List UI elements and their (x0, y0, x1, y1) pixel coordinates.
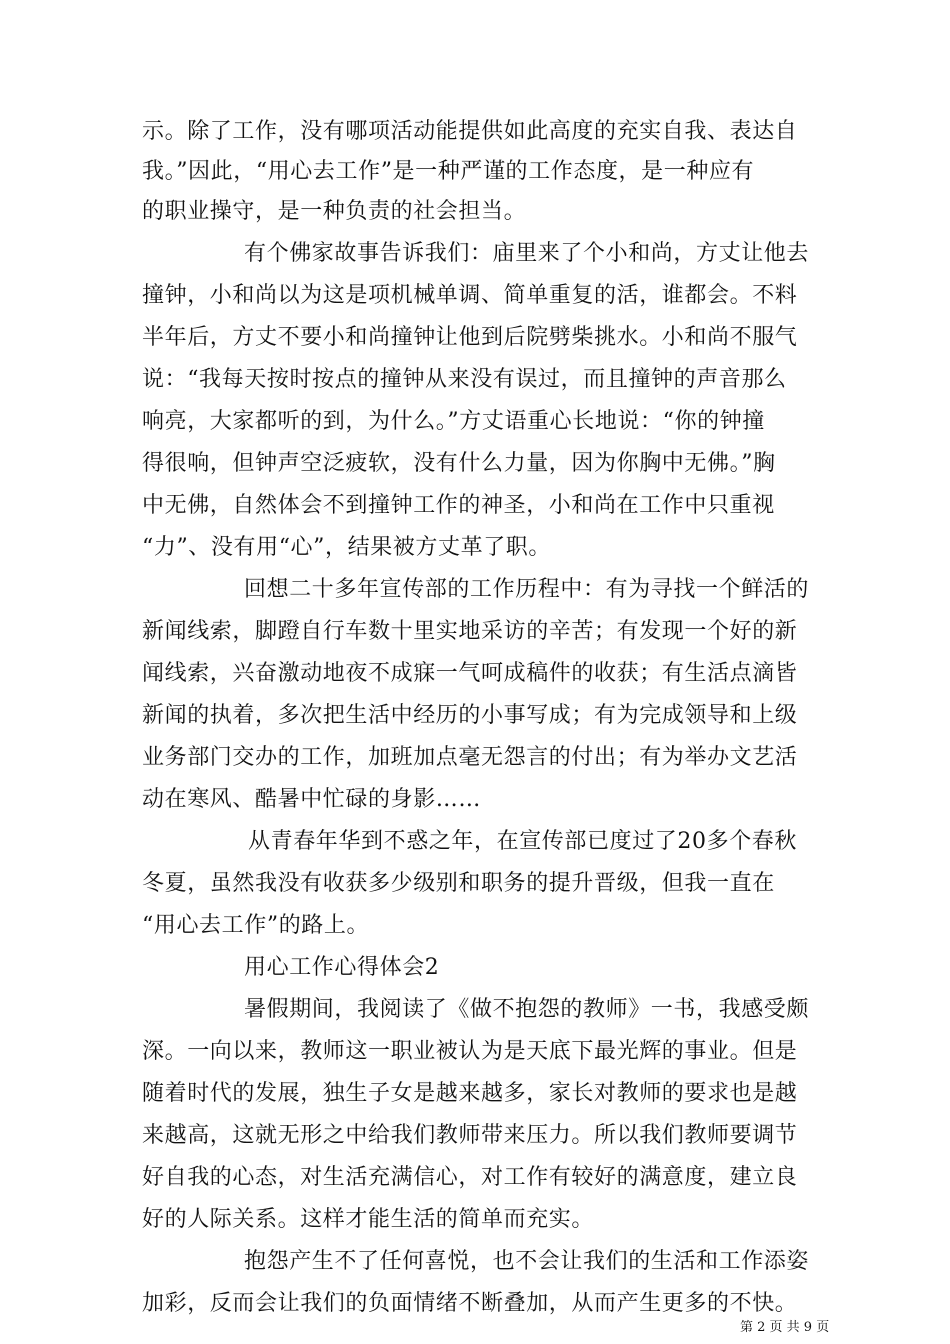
text-line: 回想二十多年宣传部的工作历程中：有为寻找一个鲜活的 (244, 577, 810, 602)
text-line: 冬夏，虽然我没有收获多少级别和职务的提升晋级，但我一直在 (142, 871, 775, 896)
text-line: 动在寒风、酷暑中忙碌的身影…… (142, 787, 482, 812)
text-line: “力”、没有用“心”，结果被方丈革了职。 (142, 535, 551, 560)
text-line: 新闻的执着，多次把生活中经历的小事写成；有为完成领导和上级 (142, 703, 798, 728)
text-line: 来越高，这就无形之中给我们教师带来压力。所以我们教师要调节 (142, 1123, 798, 1148)
page-number: 第 2 页 共 9 页 (740, 1320, 830, 1335)
text-line: 好的人际关系。这样才能生活的简单而充实。 (142, 1207, 595, 1232)
text-line: 响亮，大家都听的到，为什么。”方丈语重心长地说：“你的钟撞 (142, 409, 765, 434)
text-line: 中无佛，自然体会不到撞钟工作的神圣，小和尚在工作中只重视 (142, 493, 775, 518)
text-line: 业务部门交办的工作，加班加点毫无怨言的付出；有为举办文艺活 (142, 745, 798, 770)
text-line: 有个佛家故事告诉我们：庙里来了个小和尚，方丈让他去 (244, 241, 810, 266)
text-line: 好自我的心态，对生活充满信心，对工作有较好的满意度，建立良 (142, 1165, 798, 1190)
text-line: 抱怨产生不了任何喜悦，也不会让我们的生活和工作添姿 (244, 1249, 810, 1274)
text-line: 暑假期间，我阅读了《做不抱怨的教师》一书，我感受颇 (244, 997, 810, 1022)
text-line: 加彩，反而会让我们的负面情绪不断叠加，从而产生更多的不快。 (142, 1291, 798, 1316)
text-line: 撞钟，小和尚以为这是项机械单调、简单重复的活，谁都会。不料 (142, 283, 798, 308)
text-line: 新闻线索，脚蹬自行车数十里实地采访的辛苦；有发现一个好的新 (142, 619, 798, 644)
text-line: 得很响，但钟声空泛疲软，没有什么力量，因为你胸中无佛。”胸 (142, 451, 776, 476)
text-line: 我。”因此，“用心去工作”是一种严谨的工作态度，是一种应有 (142, 159, 755, 184)
text-line: 说：“我每天按时按点的撞钟从来没有误过，而且撞钟的声音那么 (142, 367, 787, 392)
text-line: 闻线索，兴奋激动地夜不成寐一气呵成稿件的收获；有生活点滴皆 (142, 661, 798, 686)
text-line: 深。一向以来，教师这一职业被认为是天底下最光辉的事业。但是 (142, 1039, 798, 1064)
text-line: 半年后，方丈不要小和尚撞钟让他到后院劈柴挑水。小和尚不服气 (142, 325, 798, 350)
text-line: 随着时代的发展，独生子女是越来越多，家长对教师的要求也是越 (142, 1081, 798, 1106)
text-line: 的职业操守，是一种负责的社会担当。 (142, 199, 527, 224)
text-line: 示。除了工作，没有哪项活动能提供如此高度的充实自我、表达自 (142, 119, 798, 144)
section-heading: 用心工作心得体会2 (244, 955, 440, 980)
text-line: “用心去工作”的路上。 (142, 913, 370, 938)
text-line: 从青春年华到不惑之年，在宣传部已度过了20多个春秋 (248, 829, 797, 854)
